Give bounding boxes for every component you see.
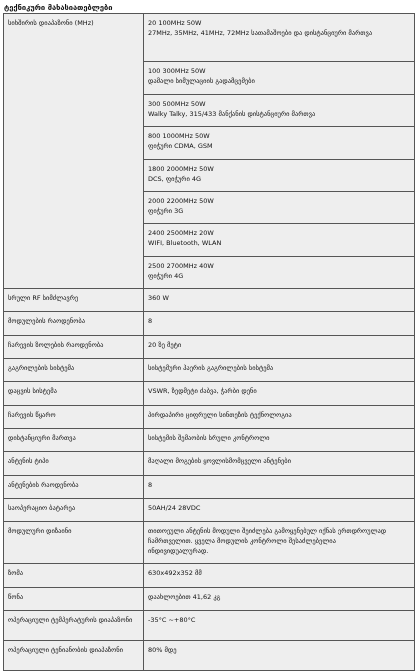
spec-value-line: ინდივიდუალურად. [148,547,209,555]
freq-band-range: 2400 2500MHz 20W [148,229,214,237]
spec-value-line: 20 ზე მეტი [148,341,182,349]
spec-key: მოდულური დიზაინი [4,522,144,564]
table-row [4,336,415,359]
spec-value [144,452,415,476]
freq-band-cell [144,95,415,127]
spec-value [144,641,415,671]
spec-value [144,406,415,429]
spec-value-line: 80% მდე [148,646,177,654]
freq-band-desc: ფიჭური 3G [148,207,184,215]
spec-key: ოპერაციული ტენიანობის დიაპაზონი [4,641,144,671]
spec-value-line: -35°C ~+80°C [148,616,196,624]
spec-key: მოდულების რაოდენობა [4,312,144,336]
spec-value [144,312,415,336]
table-row [4,359,415,382]
freq-band-range: 800 1000MHz 50W [148,132,210,140]
spec-value [144,429,415,452]
spec-key: ჩარევის წყარო [4,406,144,429]
freq-band-range: 100 300MHz 50W [148,67,206,75]
spec-table [3,13,415,671]
spec-key: ზომა [4,564,144,588]
spec-value [144,588,415,611]
spec-value [144,611,415,641]
spec-value-line: ჩამრთველით. ყველა მოდულის კონტროლი შესაძლებელია [148,537,336,545]
freq-band-cell [144,160,415,192]
freq-band-cell [144,14,415,62]
spec-key-frequency [4,14,144,289]
spec-key: ანტენის ტიპი [4,452,144,476]
spec-value [144,382,415,406]
spec-value [144,476,415,499]
freq-band-range: 1800 2000MHz 50W [148,165,214,173]
spec-value-line: თითოეული ანტენის მოდული შეიძლება გამოყენებულ იქნას ერთდროულად [148,527,387,535]
freq-band-range: 20 100MHz 50W [148,19,202,27]
spec-key: ჩარევის ზოლების რაოდენობა [4,336,144,359]
page-title: ტექნიკური მახასიათებლები [4,3,113,12]
freq-band-cell [144,62,415,95]
spec-key-label: სიხშირის დიაპაზონი (MHz) [8,19,94,27]
freq-band-desc: დამალი სიმულაციის გადამცემები [148,77,255,85]
spec-value [144,289,415,312]
freq-band-range: 2000 2200MHz 50W [148,197,214,205]
freq-band-desc: WIFI, Bluetooth, WLAN [148,239,222,247]
spec-value [144,564,415,588]
spec-value-line: 8 [148,317,153,325]
spec-value-line: დაახლოებით 41,62 კგ [148,593,221,601]
freq-band-range: 2500 2700MHz 40W [148,262,214,270]
spec-value-line: პირდაპირი ციფრული სინთეზის ტექნოლოგია [148,411,292,419]
table-row [4,476,415,499]
spec-value-line: სისტემური ჰაერის გაგრილების სისტემა [148,364,274,372]
freq-band-range: 300 500MHz 50W [148,100,206,108]
spec-key: დისტანციური მართვა [4,429,144,452]
table-row [4,611,415,641]
freq-band-cell [144,224,415,257]
spec-key: წონა [4,588,144,611]
spec-value-line: 8 [148,481,153,489]
spec-key: სრული RF სიმძლავრე [4,289,144,312]
spec-key: დაცვის სისტემა [4,382,144,406]
freq-band-cell [144,192,415,224]
spec-value-line: VSWR, ზედმეტი ძაბვა, ჭარბი დენი [148,387,257,395]
spec-value-line: 360 W [148,294,169,302]
table-row [4,429,415,452]
spec-value-line: სისტემის შემაობის სრული კონტროლი [148,434,270,442]
freq-band-desc: 27MHz, 35MHz, 41MHz, 72MHz სათამაშოები და დისტანციური მართვა [148,29,373,37]
table-row [4,499,415,522]
spec-value-line: 50AH/24 28VDC [148,504,201,512]
table-row [4,641,415,671]
spec-value-line: მაღალი მოგების ყოვლისმომცველი ანტენები [148,457,291,465]
table-row [4,382,415,406]
table-row [4,406,415,429]
spec-value [144,499,415,522]
spec-key: ოპერაციული ტემპერატურის დიაპაზონი [4,611,144,641]
spec-key: საოპერაციო ბატარეა [4,499,144,522]
spec-value [144,359,415,382]
table-row [4,564,415,588]
freq-band-cell [144,257,415,289]
freq-band-desc: DCS, ფიჭური 4G [148,175,202,183]
table-row [4,14,415,62]
freq-band-desc: ფიჭური 4G [148,272,184,280]
freq-band-cell [144,127,415,160]
table-row [4,522,415,564]
spec-value-line: 630x492x352 მმ [148,569,202,577]
spec-value [144,522,415,564]
spec-key: ანტენების რაოდენობა [4,476,144,499]
spec-key: გაგრილების სისტემა [4,359,144,382]
table-row [4,289,415,312]
freq-band-desc: ფიჭური CDMA, GSM [148,142,213,150]
spec-value [144,336,415,359]
table-row [4,452,415,476]
freq-band-desc: Walky Talky, 315/433 მანქანის დისტანციური მართვა [148,110,316,118]
table-row [4,588,415,611]
table-row [4,312,415,336]
